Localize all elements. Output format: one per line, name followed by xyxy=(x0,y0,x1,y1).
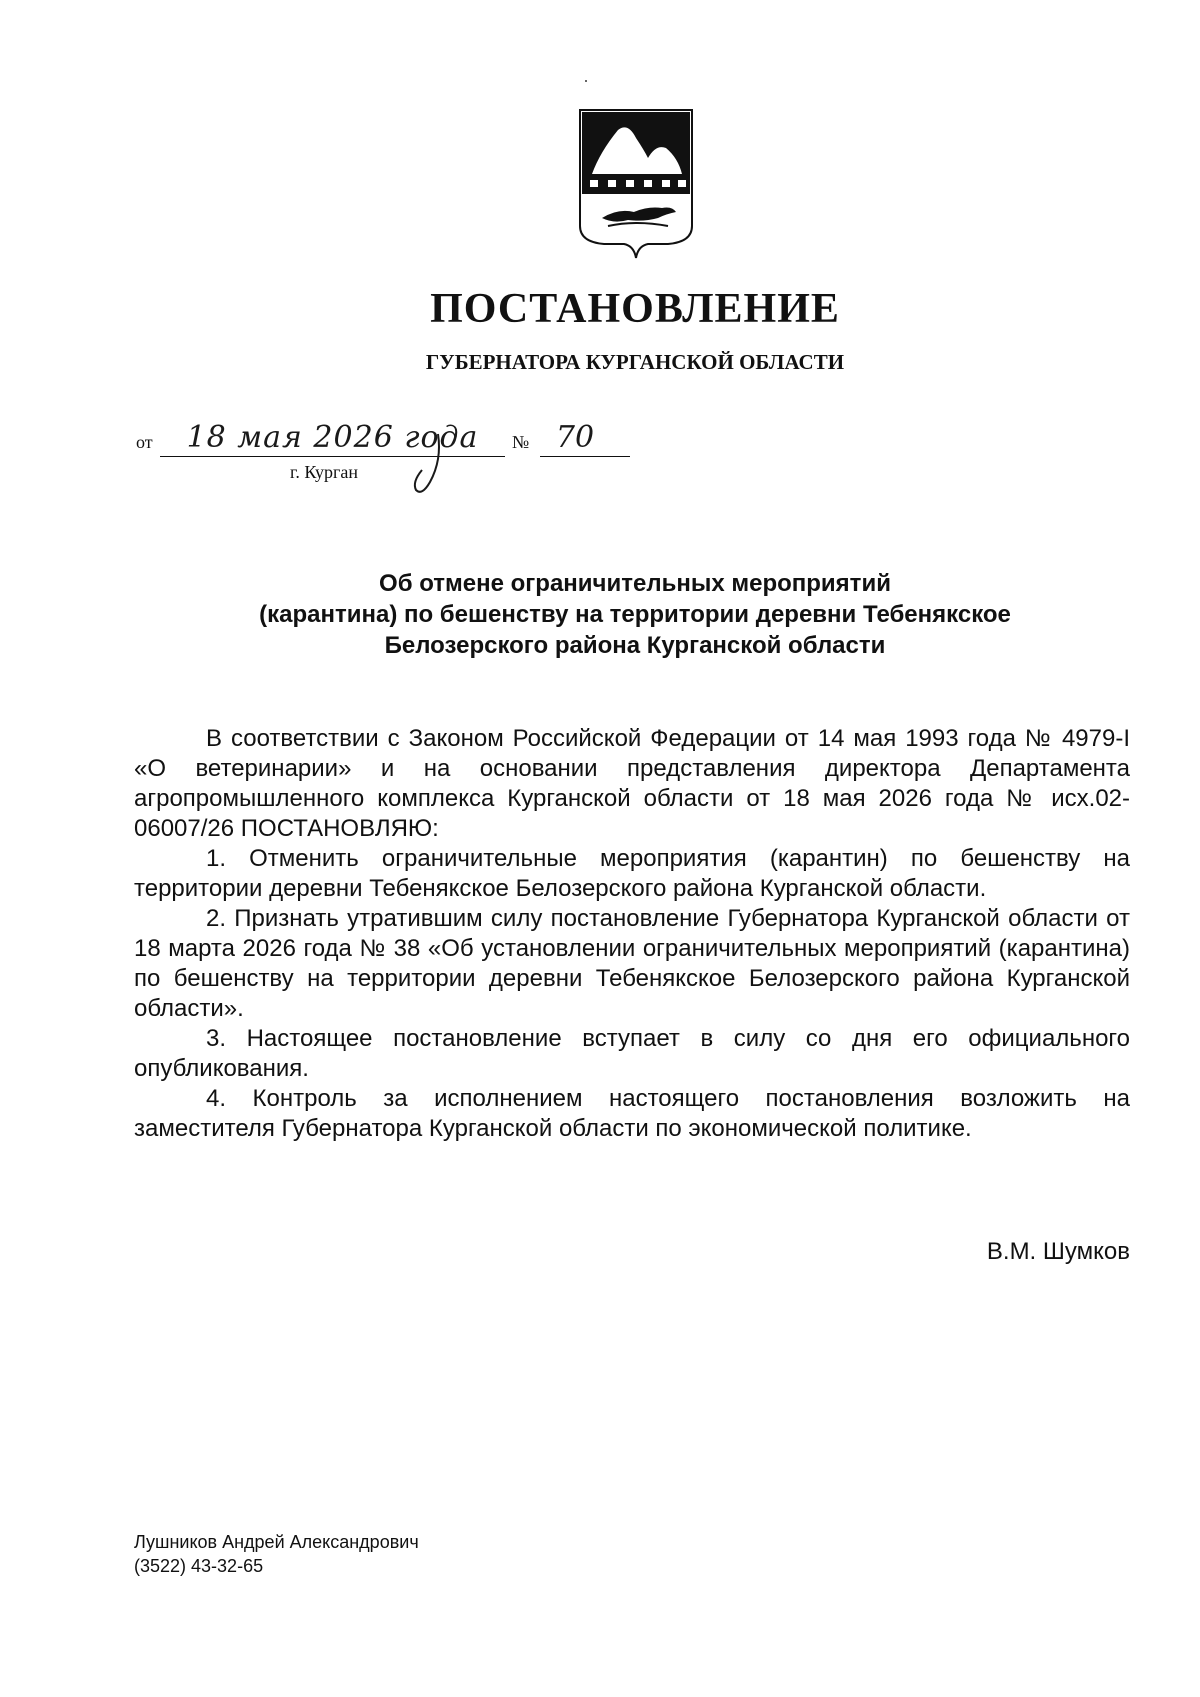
document-title: ПОСТАНОВЛЕНИЕ xyxy=(430,286,840,332)
heading-line: Об отмене ограничительных мероприятий xyxy=(379,570,891,597)
heading-line: (карантина) по бешенству на территории деревни Тебенякское xyxy=(259,601,1011,628)
resolution-body xyxy=(134,724,1130,1144)
clause-1: 1. Отменить ограничительные мероприятия (карантин) по бешенству на территории деревни Тебенякское Белозерского района Курганской области. xyxy=(134,845,1130,902)
number-underline xyxy=(540,456,630,457)
document-subtitle: ГУБЕРНАТОРА КУРГАНСКОЙ ОБЛАСТИ xyxy=(425,350,845,374)
contact-phone: (3522) 43-32-65 xyxy=(134,1556,264,1576)
handwritten-date: 18 мая 2026 года xyxy=(186,420,479,455)
handwritten-flourish-icon xyxy=(408,430,448,500)
number-prefix: № xyxy=(512,432,530,452)
handwritten-number: 70 xyxy=(555,420,595,455)
contact-block xyxy=(134,1530,419,1578)
heading-line: Белозерского района Курганской области xyxy=(384,632,886,659)
date-prefix: от xyxy=(136,432,153,452)
date-underline xyxy=(160,456,505,457)
preamble-paragraph: В соответствии с Законом Российской Федерации от 14 мая 1993 года № 4979-I «О ветеринарии» и на основании представления директора Департамента агропромышленного комплекса Курганской области от 18 мая 2026 года № исх.02-06007/26 ПОСТАНОВЛЯЮ: xyxy=(134,725,1130,842)
clause-4: 4. Контроль за исполнением настоящего постановления возложить на заместителя Губернатора Курганской области по экономической политике. xyxy=(134,1085,1130,1142)
resolution-heading xyxy=(0,568,1200,661)
coat-of-arms-icon xyxy=(578,108,694,260)
city-label: г. Курган xyxy=(290,462,359,482)
scan-dot xyxy=(585,80,587,82)
clause-2: 2. Признать утратившим силу постановление Губернатора Курганской области от 18 марта 2026 года № 38 «Об установлении ограничительных мероприятий (карантина) по бешенству на территории деревни Тебенякское Белозерского района Курганской области». xyxy=(134,905,1130,1022)
clause-3: 3. Настоящее постановление вступает в силу со дня его официального опубликования. xyxy=(134,1025,1130,1082)
signatory-name: В.М. Шумков xyxy=(986,1238,1130,1265)
contact-name: Лушников Андрей Александрович xyxy=(134,1532,419,1552)
